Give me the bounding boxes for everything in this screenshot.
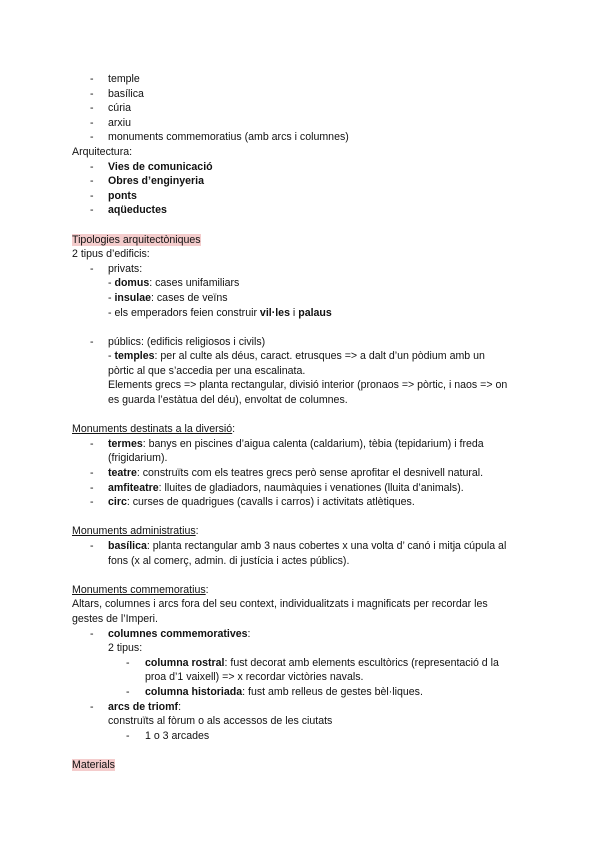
list-item: - ponts [90, 189, 137, 202]
list-item: - basílica [90, 87, 144, 100]
list-subitem: - els emperadors feien construir vil·les i palaus [108, 306, 332, 319]
paragraph-line: fons (x al comerç, admin. di justícia i actes públics). [108, 554, 350, 567]
list-subitem: - columna historiada: fust amb relleus de gestes bèl·liques. [126, 685, 423, 698]
list-item-privats: - privats: [90, 262, 143, 275]
list-item: - teatre: construïts com els teatres grecs però sense aprofitar el desnivell natural. [90, 467, 484, 480]
list-item: - columnes commemoratives: [90, 627, 251, 640]
list-subitem: - insulae: cases de veïns [108, 291, 228, 304]
list-item: - monuments commemoratius (amb arcs i columnes) [90, 131, 349, 144]
list-item: - Obres d’enginyeria [90, 175, 204, 188]
document-page [0, 72, 600, 773]
list-item: - temple [90, 73, 140, 85]
section-heading-administratius: Monuments administratius: [72, 525, 199, 538]
list-item: - basílica: planta rectangular amb 3 naus cobertes x una volta d’ canó i mitja cúpula al [90, 540, 507, 552]
paragraph-line: gestes de l’Imperi. [72, 612, 158, 625]
list-item: - aqüeductes [90, 204, 167, 217]
arquitectura-label: Arquitectura: [72, 145, 133, 158]
section-heading-diversio: Monuments destinats a la diversió: [72, 423, 236, 436]
section-heading-materials: Materials [72, 758, 115, 771]
paragraph-line: 2 tipus: [108, 642, 143, 655]
paragraph-line: Altars, columnes i arcs fora del seu context, individualitzats i magnificats per recordar les [72, 598, 488, 611]
section-heading-commemoratius: Monuments commemoratius: [72, 583, 209, 596]
paragraph-line: (frigidarium). [108, 452, 168, 465]
paragraph: 2 tipus d’edificis: [72, 248, 150, 261]
list-item: - arxiu [90, 116, 131, 129]
list-item: - Vies de comunicació [90, 160, 213, 173]
list-subitem: - temples: per al culte als déus, caract. etrusques => a dalt d’un pòdium amb un [108, 350, 485, 363]
list-subitem: - domus: cases unifamiliars [108, 277, 240, 290]
paragraph-line: construïts al fòrum o als accessos de les ciutats [108, 715, 333, 728]
list-item: - termes: banys en piscines d’aigua calenta (caldarium), tèbia (tepidarium) i freda [90, 437, 484, 450]
list-item: - amfiteatre: lluites de gladiadors, naumàquies i venationes (lluita d’animals). [90, 481, 464, 494]
paragraph-line: pòrtic al que s’accedia per una escalinata. [108, 364, 306, 377]
paragraph-line: proa d’1 vaixell) => x recordar victòries navals. [145, 671, 364, 684]
section-heading-tipologies: Tipologies arquitectòniques [72, 233, 201, 246]
list-subitem: - columna rostral: fust decorat amb elements escultòrics (representació d la [126, 656, 499, 669]
list-item-publics: - públics: (edificis religiosos i civils) [90, 335, 266, 348]
paragraph-line: es guarda l’estàtua del déu), envoltat de columnes. [108, 394, 348, 407]
list-item: - cúria [90, 102, 131, 115]
paragraph-line: Elements grecs => planta rectangular, divisió interior (pronaos => pòrtic, i naos => on [108, 379, 508, 392]
list-item: - circ: curses de quadrigues (cavalls i carros) i activitats atlètiques. [90, 496, 415, 509]
list-item: - arcs de triomf: [90, 700, 182, 713]
list-subitem: - 1 o 3 arcades [126, 729, 210, 742]
